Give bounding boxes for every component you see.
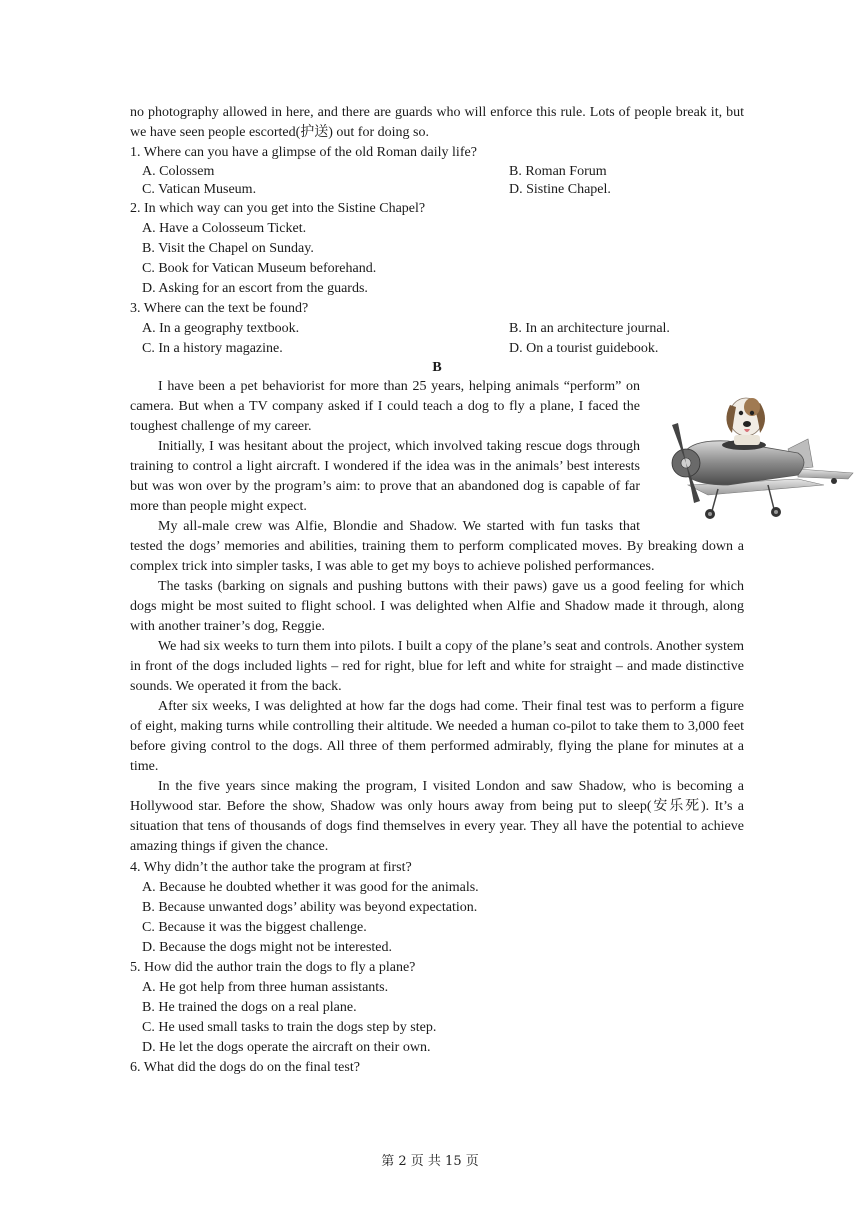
dog-plane-illustration — [648, 377, 860, 527]
question-1-options-row-2 — [130, 181, 744, 199]
question-6: 6. What did the dogs do on the final test? — [130, 1060, 360, 1075]
question-5: 5. How did the author train the dogs to fly a plane? — [130, 960, 416, 975]
passage-b-paragraph-7: In the five years since making the program, I visited London and saw Shadow, who is becoming a Hollywood star. Before the show, Shadow was only hours away from being put to sleep(安乐死). It’s a situation that tens of thousands of dogs find themselves in every year. They all have the potential to achieve amazing things if given the chance. — [130, 779, 744, 854]
question-3-options-row-2 — [130, 339, 744, 359]
question-4: 4. Why didn’t the author take the program at first? — [130, 860, 412, 875]
option-5c: C. He used small tasks to train the dogs step by step. — [142, 1020, 437, 1035]
option-3a: A. In a geography textbook. — [142, 321, 300, 336]
option-4d: D. Because the dogs might not be interested. — [142, 940, 392, 955]
document-page — [130, 103, 744, 1078]
option-5b: B. He trained the dogs on a real plane. — [142, 1000, 357, 1015]
option-2c: C. Book for Vatican Museum beforehand. — [142, 261, 377, 276]
option-2a: A. Have a Colosseum Ticket. — [142, 221, 307, 236]
question-1: 1. Where can you have a glimpse of the old Roman daily life? — [130, 145, 477, 160]
intro-paragraph: no photography allowed in here, and there are guards who will enforce this rule. Lots of people break it, but we have seen people escorted(护送) out for doing so. — [130, 105, 744, 140]
question-2: 2. In which way can you get into the Sistine Chapel? — [130, 201, 426, 216]
section-b-heading: B — [432, 360, 442, 375]
option-1a: A. Colossem — [142, 164, 215, 179]
page-footer: 第 2 页 共 15 页 — [381, 1154, 479, 1169]
option-2b: B. Visit the Chapel on Sunday. — [142, 241, 314, 256]
option-2d: D. Asking for an escort from the guards. — [142, 281, 368, 296]
option-5a: A. He got help from three human assistants. — [142, 980, 389, 995]
option-3b: B. In an architecture journal. — [509, 321, 670, 336]
question-1-options-row-1 — [130, 163, 744, 181]
passage-b-paragraph-2: Initially, I was hesitant about the project, which involved taking rescue dogs through training to control a light aircraft. I wondered if the idea was in the animals’ best interests but was won over by the program’s aim: to prove that an abandoned dog is capable of far more than people might expect. — [130, 439, 640, 514]
dog-flying-plane-icon — [648, 377, 860, 527]
option-4a: A. Because he doubted whether it was good for the animals. — [142, 880, 479, 895]
option-3d: D. On a tourist guidebook. — [509, 341, 659, 356]
option-5d: D. He let the dogs operate the aircraft on their own. — [142, 1040, 431, 1055]
option-1c: C. Vatican Museum. — [142, 182, 257, 197]
passage-b-paragraph-6: After six weeks, I was delighted at how far the dogs had come. Their final test was to perform a figure of eight, making turns while controlling their altitude. We needed a human co-pilot to take them to 3,000 feet before giving control to the dogs. All three of them performed admirably, flying the plane for minutes at a time. — [130, 699, 744, 774]
passage-b-paragraph-5: We had six weeks to turn them into pilots. I built a copy of the plane’s seat and controls. Another system in front of the dogs included lights – red for right, blue for left and white for straight – and made distinctive sounds. We operated it from the back. — [130, 639, 744, 694]
question-3: 3. Where can the text be found? — [130, 301, 309, 316]
question-3-options-row-1 — [130, 319, 744, 339]
passage-b-paragraph-4: The tasks (barking on signals and pushing buttons with their paws) gave us a good feeling for which dogs might be most suited to flight school. I was delighted when Alfie and Shadow made it through, along with another trainer’s dog, Reggie. — [130, 579, 744, 634]
option-3c: C. In a history magazine. — [142, 341, 283, 356]
option-4c: C. Because it was the biggest challenge. — [142, 920, 367, 935]
passage-b-paragraph-1: I have been a pet behaviorist for more than 25 years, helping animals “perform” on camera. But when a TV company asked if I could teach a dog to fly a plane, I faced the toughest challenge of my career. — [130, 379, 640, 434]
option-1b: B. Roman Forum — [509, 164, 607, 179]
passage-b-paragraph-3: My all-male crew was Alfie, Blondie and Shadow. We started with fun tasks that tested the dogs’ memories and abilities, training them to perform complicated moves. By breaking down a complex trick into simpler tasks, I was able to get my boys to achieve polished performances. — [130, 519, 744, 574]
option-1d: D. Sistine Chapel. — [509, 182, 611, 197]
option-4b: B. Because unwanted dogs’ ability was beyond expectation. — [142, 900, 478, 915]
